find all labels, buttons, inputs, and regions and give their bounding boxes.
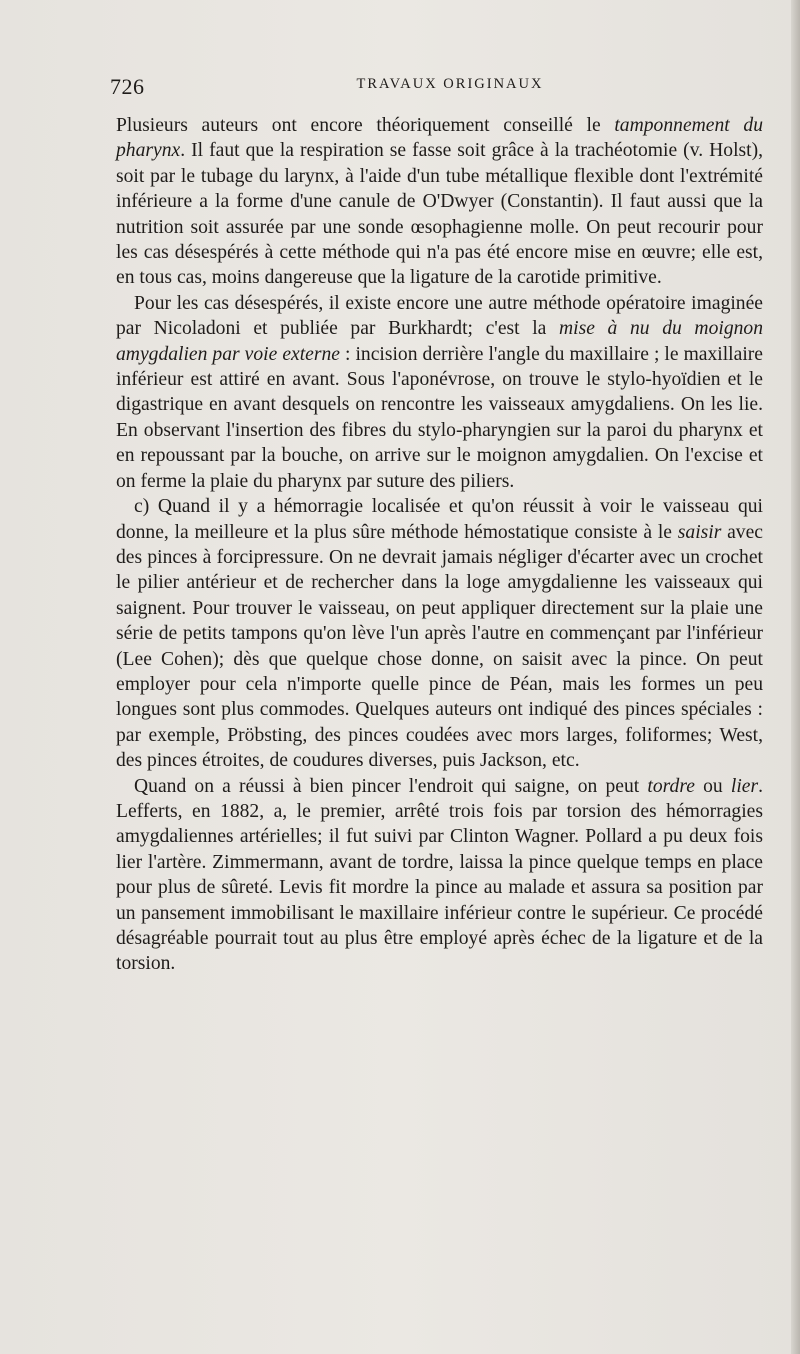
- page-header: [110, 72, 760, 102]
- page-body: [116, 113, 763, 977]
- italic-text: mise à nu du moignon amygdalien par voie externe: [116, 318, 764, 365]
- text-run: : incision derrière l'angle du maxillaire ; le maxillaire inférieur est attiré en avant. Sous l'aponévrose, on trouve le stylo-hyoïdien et le digastrique en avant desquels on rencontre les vaisseaux amygdaliens. On les lie. En observant l'insertion des fibres du stylo-pharyngien sur la paroi du pharynx et en repoussant par la bouche, on arrive sur le moignon amygdalien. On l'excise et on ferme la plaie du pharynx par suture des piliers.: [116, 343, 763, 492]
- paragraph-3: [116, 494, 763, 773]
- text-run: avec des pinces à forcipressure. On ne devrait jamais négliger d'écarter avec un crochet le pilier antérieur et de rechercher dans la loge amygdalienne les vaisseaux qui saignent. Pour trouver le vaisseau, on peut appliquer directement sur la plaie une série de petits tampons qu'on lève l'un après l'autre en commençant par l'inférieur (Lee Cohen); dès que quelque chose donne, on saisit avec la pince. On peut employer pour cela n'importe quelle pince de Péan, mais les formes un peu longues sont plus commodes. Quelques auteurs ont indiqué des pinces spéciales : par exemple, Pröbsting, des pinces coudées avec mors larges, foliformes; West, des pinces étroites, de coudures diverses, puis Jackson, etc.: [116, 521, 763, 772]
- italic-text: lier: [730, 775, 759, 797]
- text-run: Plusieurs auteurs ont encore théoriquement conseillé le: [116, 115, 615, 136]
- text-run: Pour les cas désespérés, il existe encore une autre méthode opératoire imaginée par Nicoladoni et publiée par Burkhardt; c'est la: [116, 292, 763, 340]
- text-run: c) Quand il y a hémorragie localisée et qu'on réussit à voir le vaisseau qui donne, la meilleure et la plus sûre méthode hémostatique consiste à le: [116, 496, 763, 543]
- paragraph-1: [116, 113, 763, 291]
- italic-text: tamponnement du pharynx: [116, 115, 763, 162]
- italic-text: saisir: [677, 521, 722, 543]
- text-run: Quand on a réussi à bien pincer l'endroit qui saigne, on peut: [134, 775, 648, 797]
- running-title: TRAVAUX ORIGINAUX: [356, 76, 544, 92]
- text-run: ou: [694, 775, 731, 797]
- italic-text: tordre: [647, 775, 695, 797]
- text-run: . Lefferts, en 1882, a, le premier, arrêté trois fois par torsion des hémorragies amygdaliennes artérielles; il fut suivi par Clinton Wagner. Pollard a pu deux fois lier l'artère. Zimmermann, avant de tordre, laissa la pince quelque temps en place pour plus de sûreté. Levis fit mordre la pince au malade et assura sa position par un pansement immobilisant le maxillaire inférieur contre le supérieur. Ce procédé désagréable pourrait tout au plus être employé après échec de la ligature et de la torsion.: [116, 775, 764, 975]
- page-number: 726: [110, 74, 145, 99]
- paragraph-2: [116, 291, 763, 494]
- page-edge-shadow: [791, 0, 800, 1354]
- paragraph-4: [116, 774, 763, 977]
- text-run: . Il faut que la respiration se fasse soit grâce à la trachéotomie (v. Holst), soit par le tubage du larynx, à l'aide d'un tube métallique flexible dont l'extrémité inférieure a la forme d'une canule de O'Dwyer (Constantin). Il faut aussi que la nutrition soit assurée par une sonde œsophagienne molle. On peut recourir pour les cas désespérés à cette méthode qui n'a pas été encore mise en œuvre; elle est, en tous cas, moins dangereuse que la ligature de la carotide primitive.: [116, 140, 763, 289]
